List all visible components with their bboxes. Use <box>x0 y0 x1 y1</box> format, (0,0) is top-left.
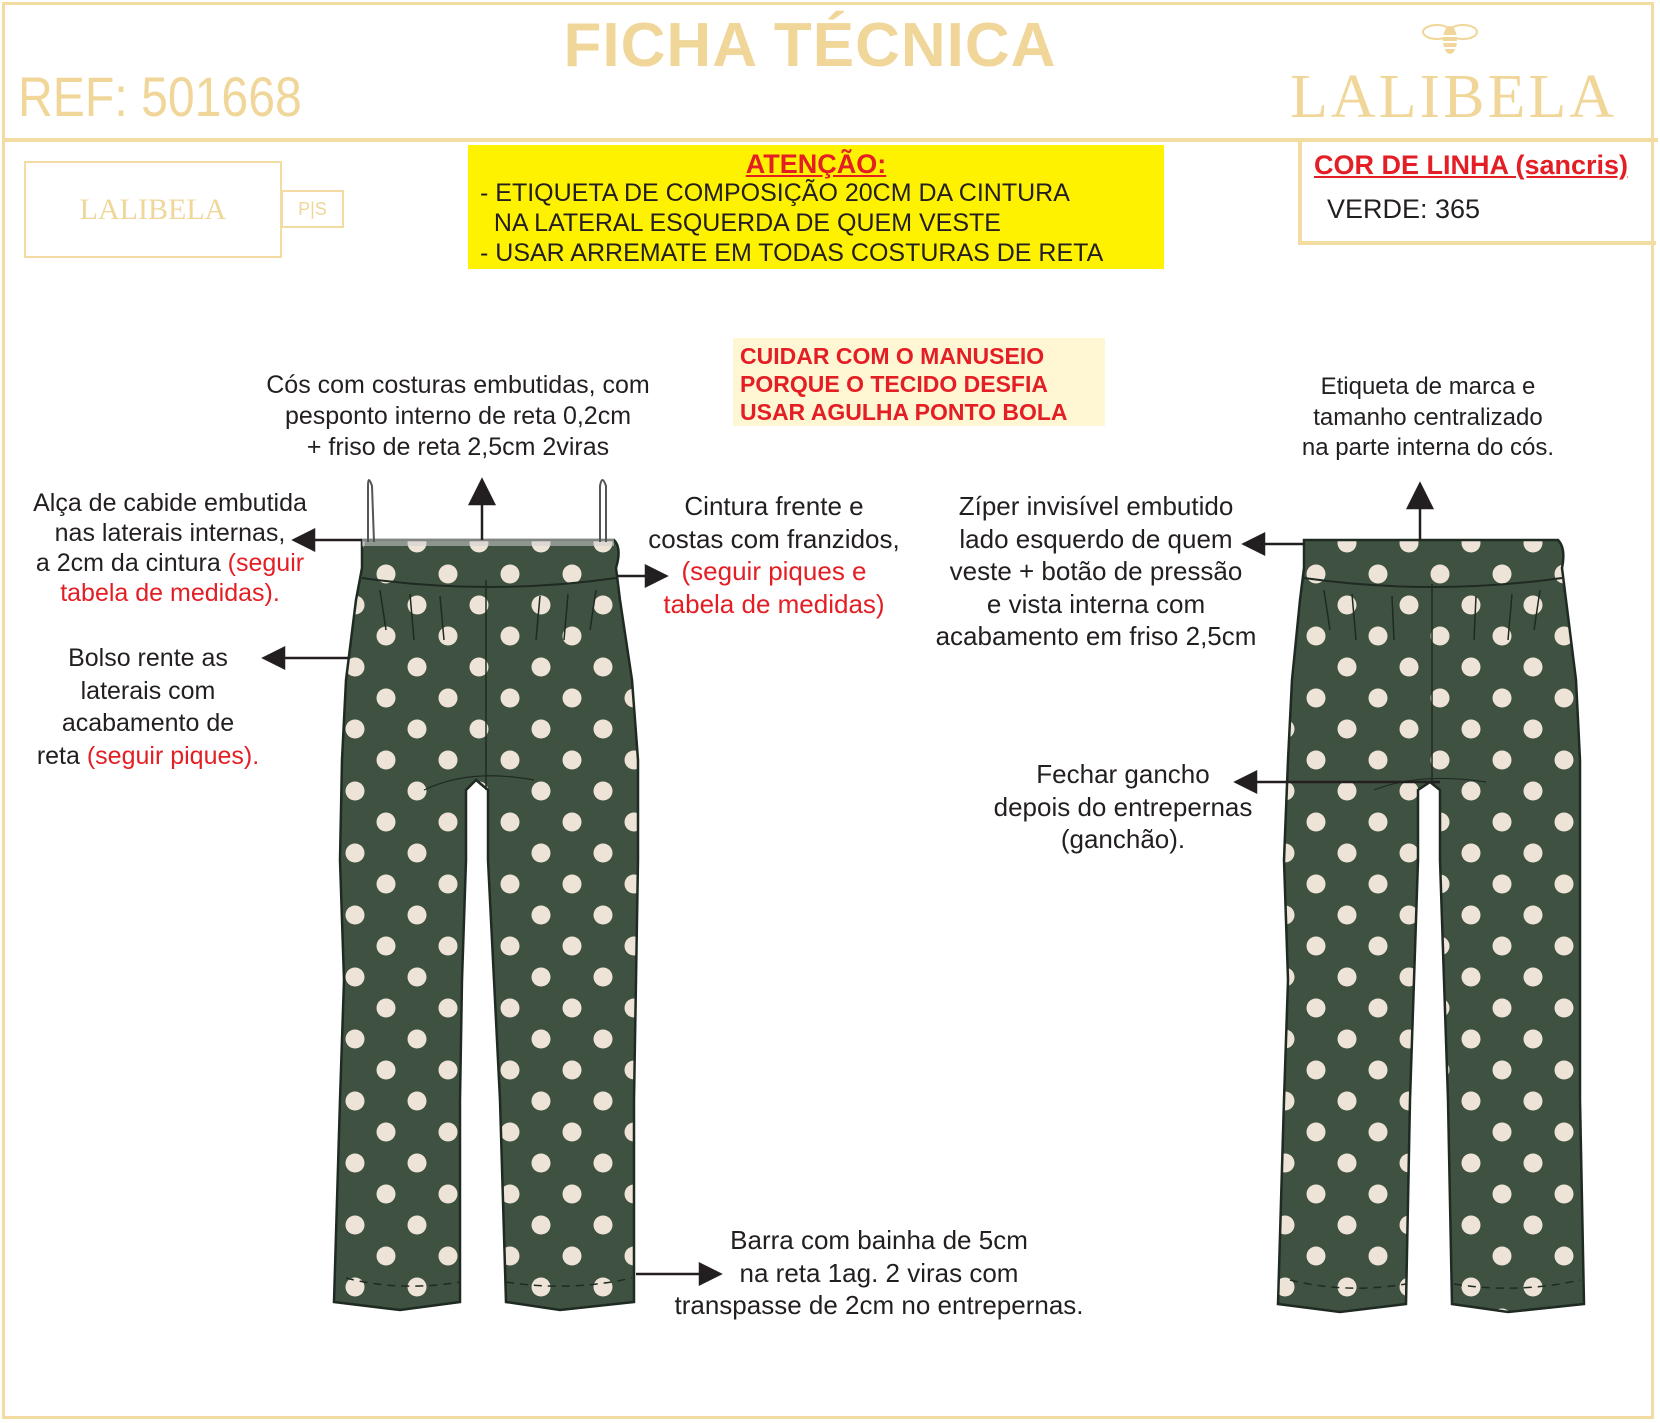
size-tab: P|S <box>281 190 344 228</box>
note-line: na parte interna do cós. <box>1301 434 1555 462</box>
note-line: Alça de cabide embutida <box>33 489 307 517</box>
note-line: na reta 1ag. 2 viras com <box>739 1257 1019 1288</box>
warning-line: USAR AGULHA PONTO BOLA <box>740 399 1068 425</box>
attention-line: - USAR ARREMATE EM TODAS COSTURAS DE RETA <box>480 239 1104 267</box>
note-line: laterais com <box>80 676 216 705</box>
note-line: tamanho centralizado <box>1313 403 1543 431</box>
note-line: pesponto interno de reta 0,2cm <box>284 402 632 430</box>
note-line: a 2cm da cintura <box>35 549 228 577</box>
note-line: costas com franzidos, <box>648 523 900 554</box>
page-title: FICHA TÉCNICA <box>563 11 1057 80</box>
note-line: lado esquerdo de quem <box>959 523 1233 554</box>
arrow-icon <box>264 648 348 668</box>
note-highlight: tabela de medidas) <box>663 588 885 619</box>
attention-line: - ETIQUETA DE COMPOSIÇÃO 20CM DA CINTURA <box>480 179 1070 207</box>
reference-number: REF: 501668 <box>18 65 302 128</box>
attention-title: ATENÇÃO: <box>745 149 887 179</box>
note-line: depois do entrepernas <box>993 791 1253 822</box>
brand-tag-note <box>1270 372 1586 464</box>
note-line: acabamento em friso 2,5cm <box>935 621 1257 651</box>
arrow-icon <box>1408 484 1432 540</box>
note-highlight: (seguir piques e <box>681 556 867 586</box>
waist-gathers-note <box>626 490 922 620</box>
crotch-note <box>960 758 1286 856</box>
note-highlight: (seguir piques). <box>86 741 260 770</box>
hanger-loop-note <box>20 488 320 608</box>
brand-logo: LALIBELA <box>1290 63 1618 131</box>
pocket-note <box>28 642 268 772</box>
attention-line: NA LATERAL ESQUERDA DE QUEM VESTE <box>480 209 1001 237</box>
hem-note <box>644 1224 1114 1322</box>
waistband-note <box>248 370 668 463</box>
note-line: Bolso rente as <box>68 644 228 672</box>
note-line: (ganchão). <box>1060 824 1186 854</box>
thread-color-title: COR DE LINHA (sancris) <box>1314 150 1629 180</box>
note-line: nas laterais internas, <box>54 519 286 547</box>
front-view-pants <box>334 480 638 1310</box>
label-brand-text: LALIBELA <box>79 193 227 226</box>
note-line: Cós com costuras embutidas, com <box>266 371 650 399</box>
note-line: transpasse de 2cm no entrepernas. <box>674 1290 1084 1320</box>
note-line: acabamento de <box>61 709 235 737</box>
note-line: Etiqueta de marca e <box>1320 373 1536 400</box>
note-line: + friso de reta 2,5cm 2viras <box>306 433 610 461</box>
note-highlight: (seguir <box>227 549 305 577</box>
note-line: Fechar gancho <box>1036 759 1210 789</box>
note-line: e vista interna com <box>986 588 1206 619</box>
thread-color-value: VERDE: 365 <box>1327 194 1481 224</box>
note-line: Cintura frente e <box>684 491 864 521</box>
note-line: Barra com bainha de 5cm <box>730 1225 1028 1255</box>
note-line: Zíper invisível embutido <box>958 491 1234 521</box>
warning-line: PORQUE O TECIDO DESFIA <box>740 371 1048 397</box>
warning-line: CUIDAR COM O MANUSEIO <box>740 343 1045 369</box>
note-line: reta <box>36 741 87 770</box>
note-highlight: tabela de medidas). <box>60 579 280 607</box>
back-view-pants <box>1278 540 1584 1312</box>
note-line: veste + botão de pressão <box>949 556 1243 586</box>
zipper-note <box>910 490 1282 653</box>
arrow-icon <box>470 480 494 540</box>
